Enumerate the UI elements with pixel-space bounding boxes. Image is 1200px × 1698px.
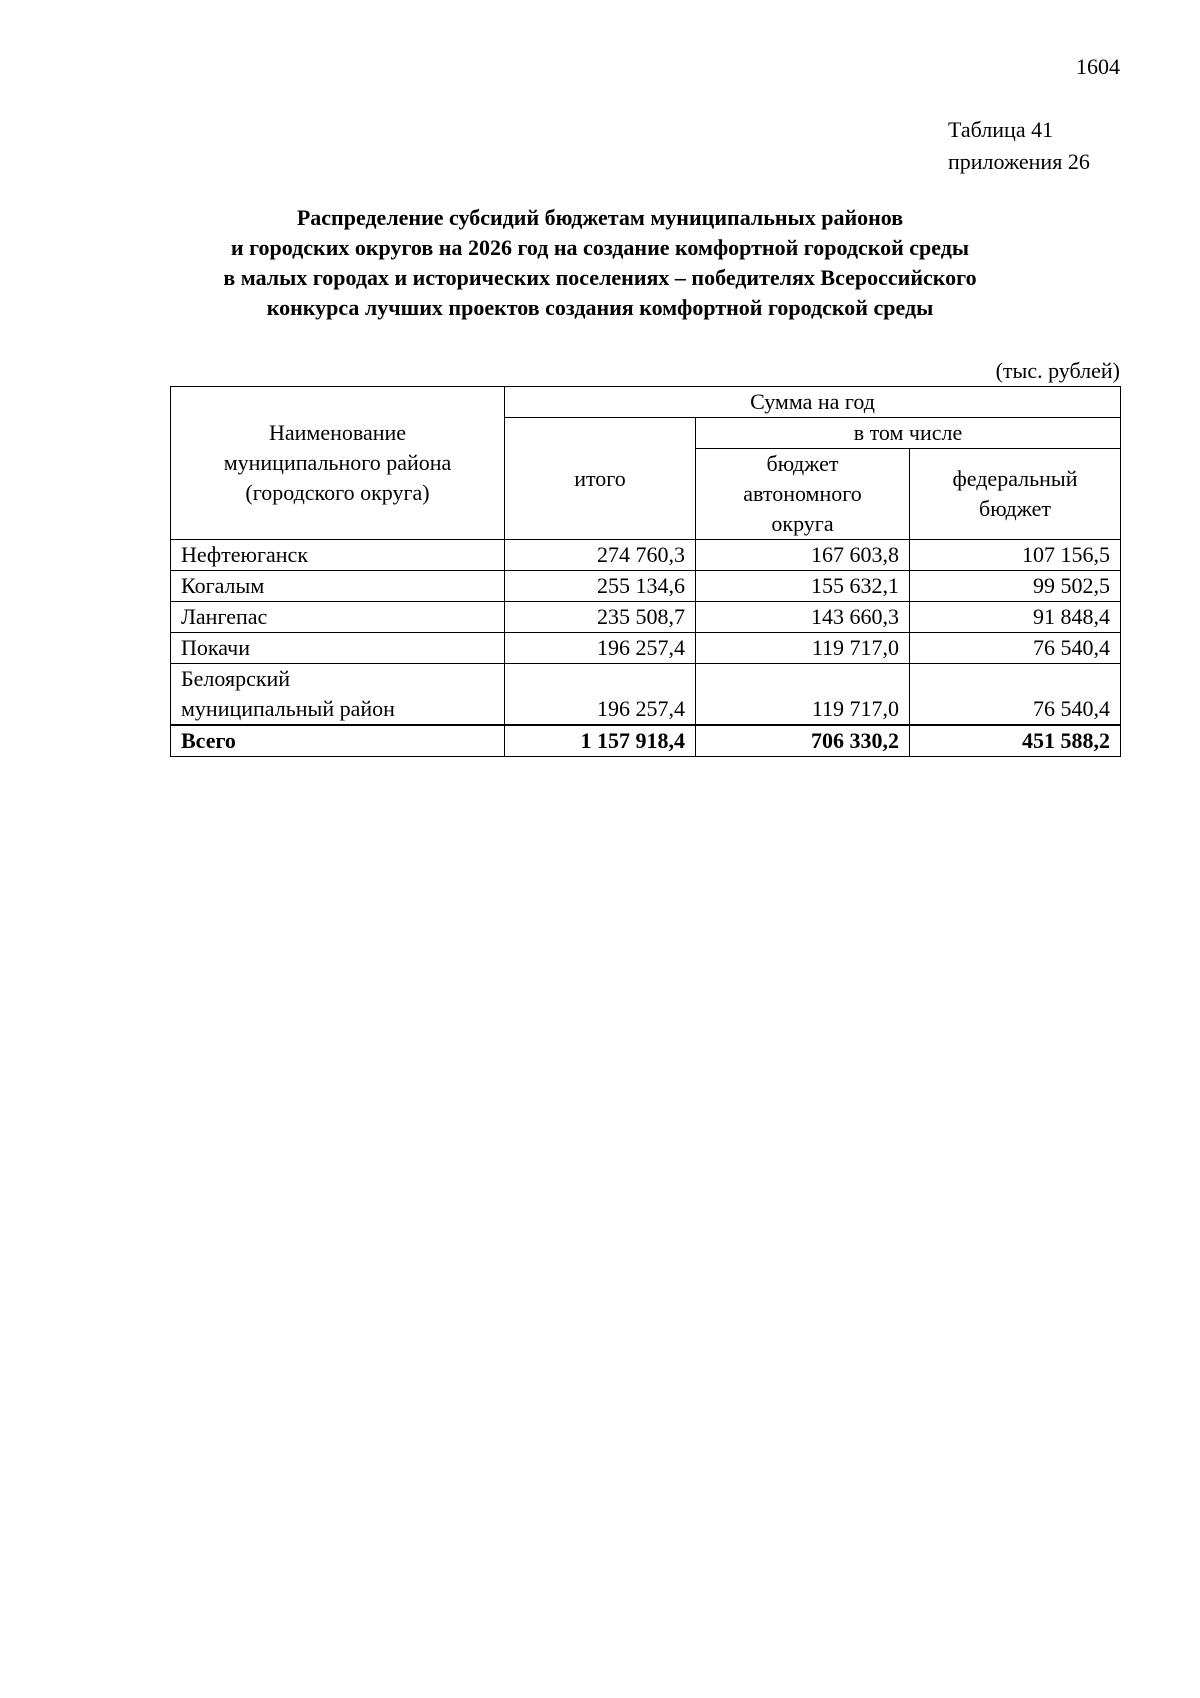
units-note: (тыс. рублей) [995,358,1120,383]
row-federal: 91 848,4 [910,602,1121,633]
page-number: 1604 [1076,54,1120,79]
table-row [171,633,1121,664]
subsidy-distribution-table [170,386,1121,757]
row-name: Когалым [171,571,505,602]
table-reference-line: Таблица 41 [948,117,1054,142]
total-regional: 706 330,2 [696,725,910,757]
row-regional: 155 632,1 [696,571,910,602]
row-federal: 76 540,4 [910,664,1121,726]
table-row [171,602,1121,633]
row-total: 196 257,4 [505,664,696,726]
table-reference [948,114,1128,178]
row-regional: 167 603,8 [696,540,910,571]
row-regional: 143 660,3 [696,602,910,633]
row-name: Нефтеюганск [171,540,505,571]
title-line: в малых городах и исторических поселениях – победителях Всероссийского [223,265,977,290]
table-row [171,571,1121,602]
header-row [171,387,1121,418]
row-name: Лангепас [171,602,505,633]
table-row [171,664,1121,726]
row-total: 255 134,6 [505,571,696,602]
row-federal: 76 540,4 [910,633,1121,664]
row-federal: 107 156,5 [910,540,1121,571]
total-federal: 451 588,2 [910,725,1121,757]
row-total: 196 257,4 [505,633,696,664]
total-sum: 1 157 918,4 [505,725,696,757]
header-name: Наименование муниципального района (городского округа) [171,387,505,540]
row-regional: 119 717,0 [696,664,910,726]
document-title [100,203,1100,323]
title-line: Распределение субсидий бюджетам муниципальных районов [296,205,904,230]
header-sum-year: Сумма на год [505,387,1121,418]
title-line: конкурса лучших проектов создания комфортной городской среды [266,295,934,320]
table-row [171,540,1121,571]
row-total: 274 760,3 [505,540,696,571]
row-name: Покачи [171,633,505,664]
header-federal-budget: федеральный бюджет [910,449,1121,540]
row-regional: 119 717,0 [696,633,910,664]
row-federal: 99 502,5 [910,571,1121,602]
total-row [171,725,1121,757]
header-total: итого [505,418,696,540]
header-including: в том числе [696,418,1121,449]
total-label: Всего [171,725,505,757]
title-line: и городских округов на 2026 год на создание комфортной городской среды [230,235,970,260]
row-name: Белоярский муниципальный район [171,664,505,726]
row-total: 235 508,7 [505,602,696,633]
header-regional-budget: бюджет автономного округа [696,449,910,540]
table-reference-line: приложения 26 [948,149,1090,174]
